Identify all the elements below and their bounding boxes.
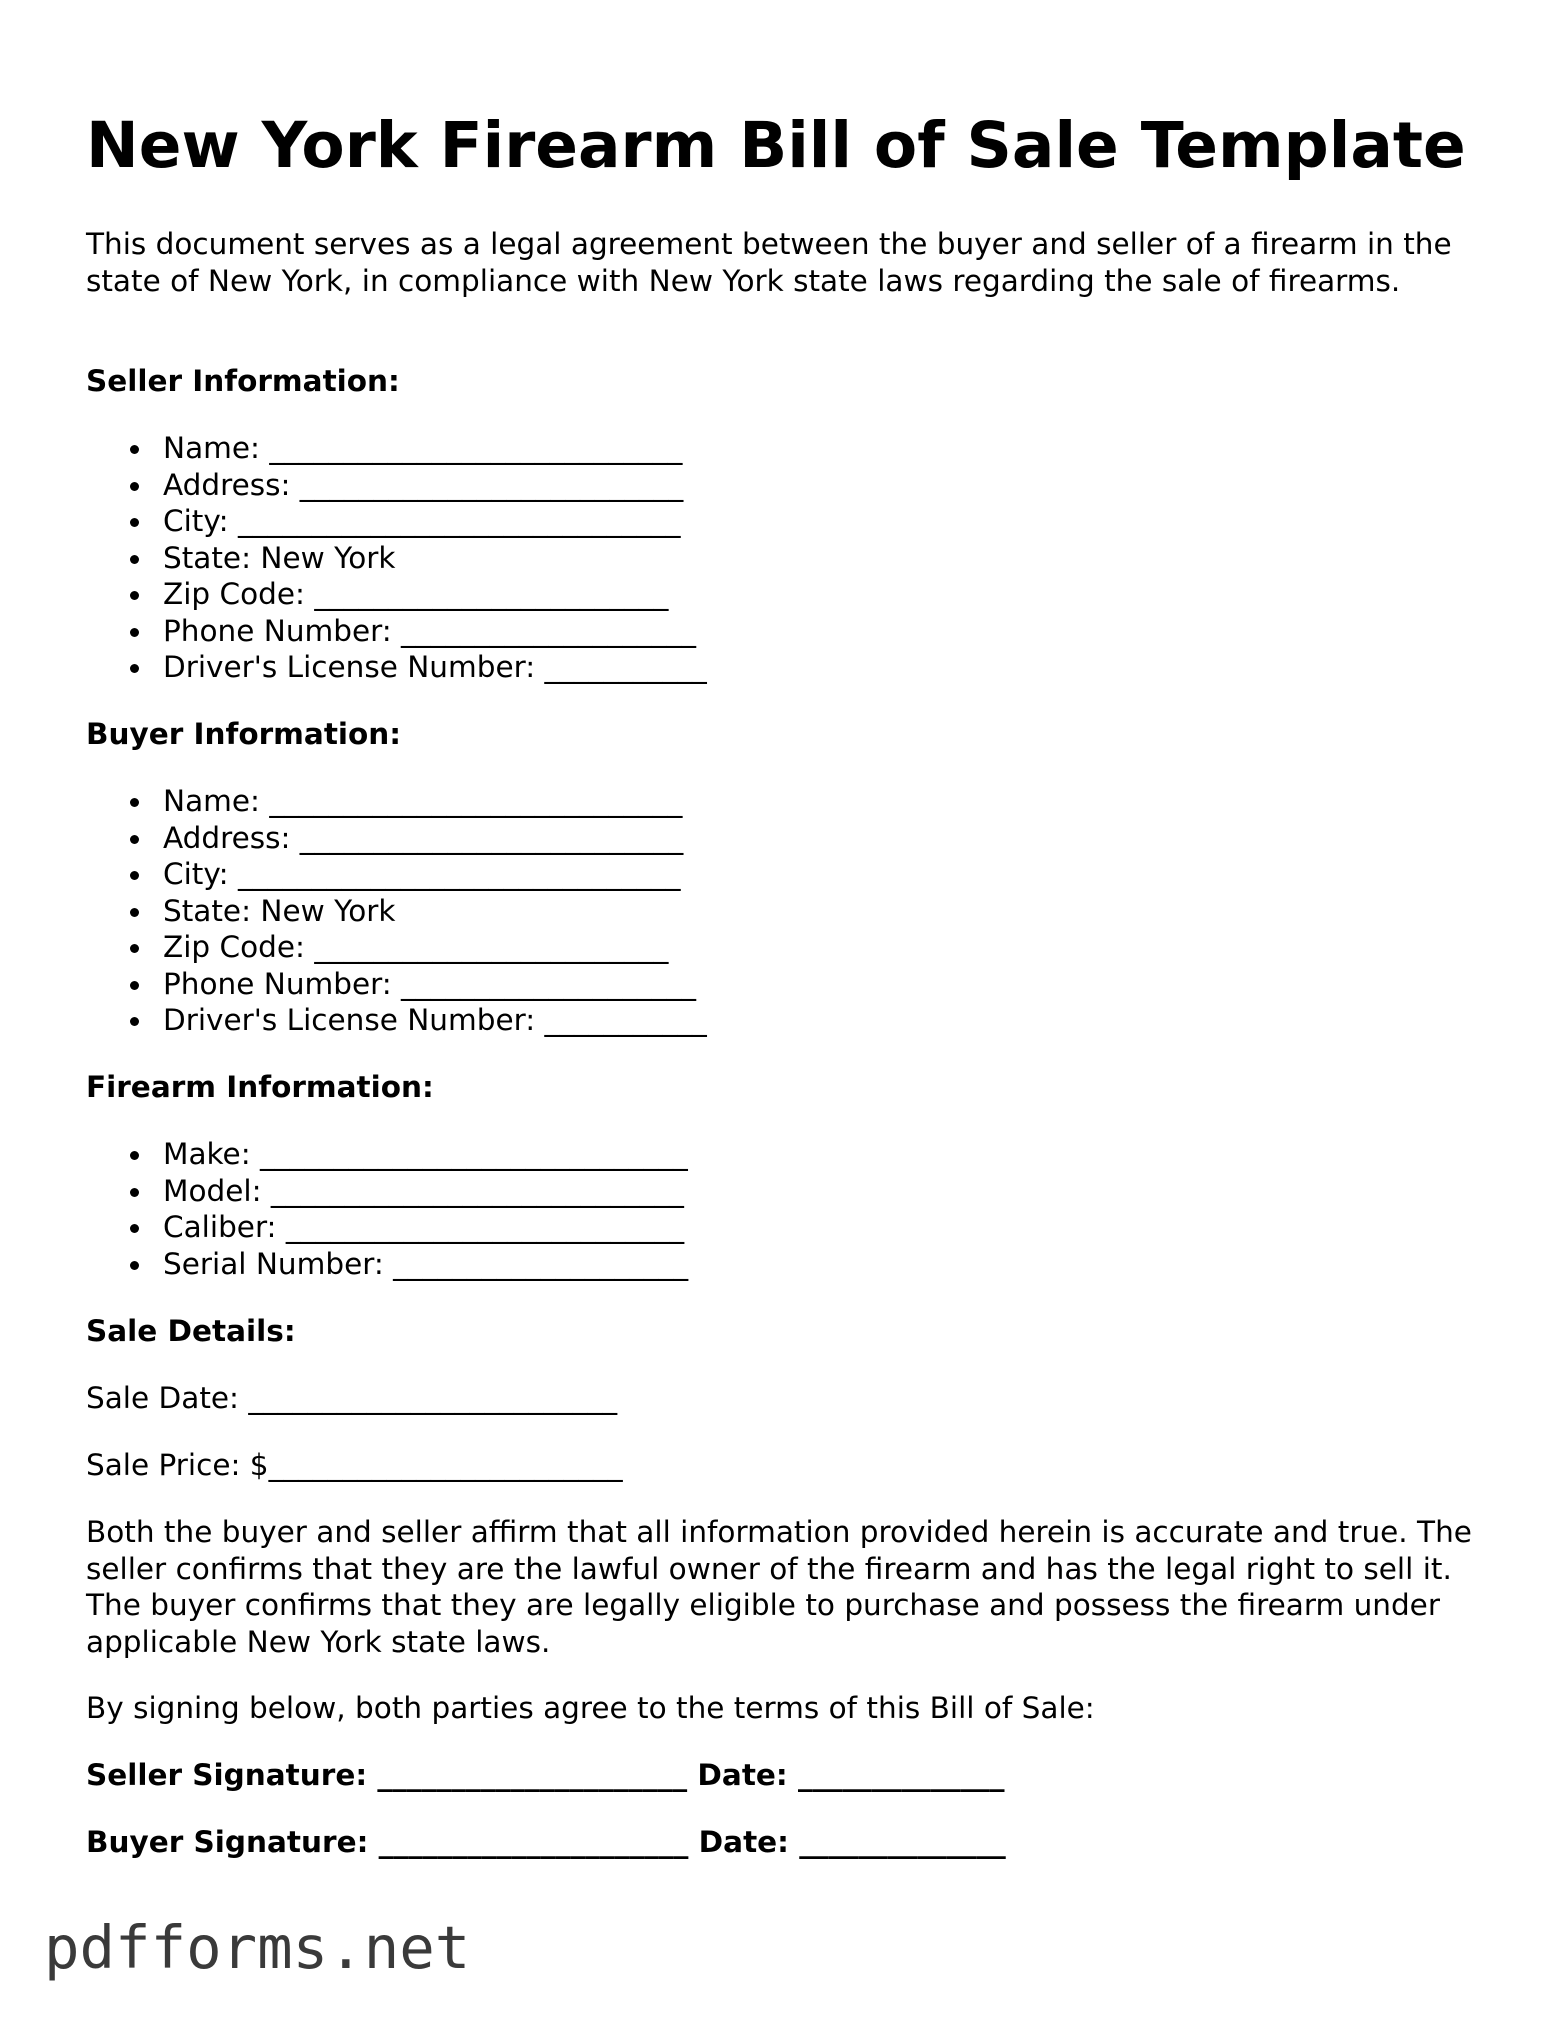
buyer-zip-field: Zip Code: ________________________	[163, 929, 707, 966]
seller-address-field: Address: __________________________	[163, 467, 707, 504]
seller-signature-line: Seller Signature: _____________________ Date: ______________	[86, 1758, 1005, 1792]
sale-price-field: Sale Price: $________________________	[86, 1448, 623, 1482]
firearm-caliber-field: Caliber: ___________________________	[163, 1209, 688, 1246]
buyer-name-field: Name: ____________________________	[163, 783, 707, 820]
affirmation-paragraph: Both the buyer and seller affirm that all information provided herein is accurate and true. The seller confirms that they are the lawful owner of the firearm and has the legal right to sell it. The buyer confirms that they are legally eligible to purchase and possess the firearm under applicable New York state laws.	[86, 1515, 1472, 1659]
buyer-section-heading: Buyer Information:	[86, 717, 402, 751]
firearm-model-field: Model: ____________________________	[163, 1173, 688, 1210]
firearm-fields-list	[86, 1136, 688, 1282]
seller-fields-list	[86, 430, 707, 686]
seller-phone-field: Phone Number: ____________________	[163, 613, 707, 650]
seller-zip-field: Zip Code: ________________________	[163, 576, 707, 613]
firearm-make-field: Make: _____________________________	[163, 1137, 688, 1171]
firearm-serial-field: Serial Number: ____________________	[163, 1246, 689, 1281]
buyer-state-field: State: New York	[163, 893, 707, 930]
firearm-section-heading: Firearm Information:	[86, 1070, 434, 1104]
document-title: New York Firearm Bill of Sale Template	[86, 109, 1466, 182]
buyer-signature-line: Buyer Signature: _____________________ Date: ______________	[86, 1825, 1006, 1859]
seller-license-field: Driver's License Number: ___________	[163, 650, 707, 684]
seller-state-field: State: New York	[163, 540, 707, 577]
buyer-license-field: Driver's License Number: ___________	[163, 1003, 707, 1037]
agreement-statement: By signing below, both parties agree to the terms of this Bill of Sale:	[86, 1691, 1095, 1725]
sale-date-field: Sale Date: _________________________	[86, 1381, 618, 1415]
intro-paragraph: This document serves as a legal agreement between the buyer and seller of a firearm in the state of New York, in compliance with New York state laws regarding the sale of firearms.	[86, 227, 1452, 298]
buyer-city-field: City: ______________________________	[163, 856, 707, 893]
seller-city-field: City: ______________________________	[163, 503, 707, 540]
sale-section-heading: Sale Details:	[86, 1314, 296, 1348]
watermark-text: pdfforms.net	[44, 1913, 471, 1982]
seller-section-heading: Seller Information:	[86, 364, 400, 398]
buyer-phone-field: Phone Number: ____________________	[163, 966, 707, 1003]
seller-name-field: Name: ____________________________	[163, 430, 707, 467]
buyer-address-field: Address: __________________________	[163, 820, 707, 857]
buyer-fields-list	[86, 783, 707, 1039]
